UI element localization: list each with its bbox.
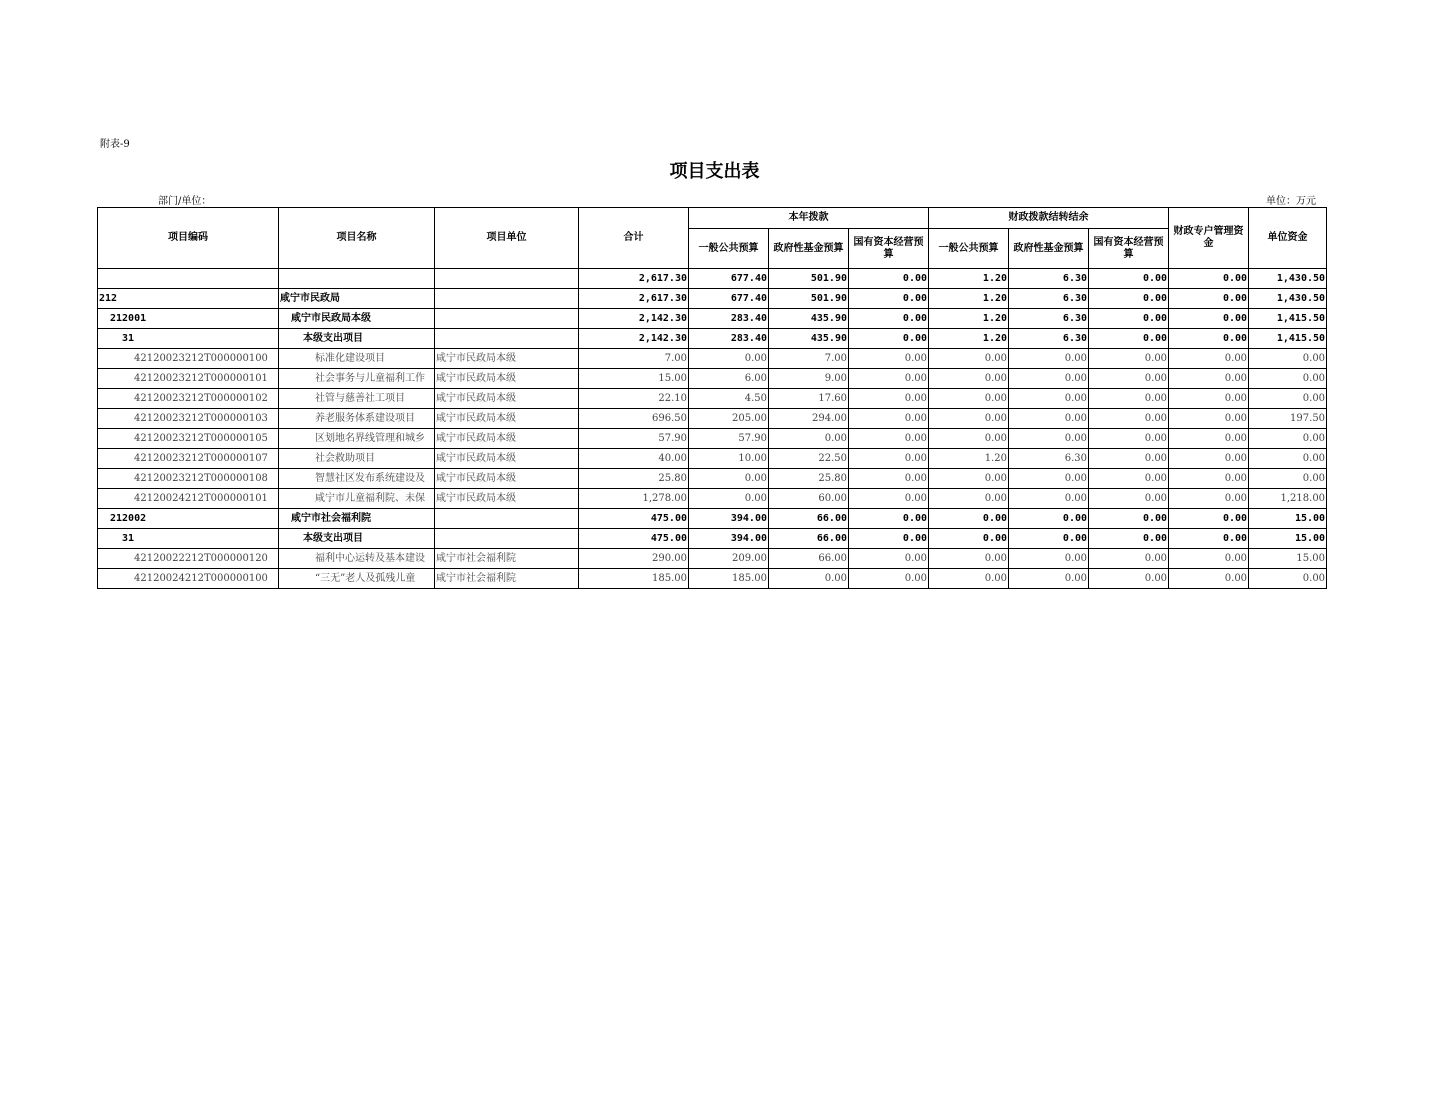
attachment-note: 附表-9 — [100, 139, 130, 150]
cell-carry-fund-budget: 0.00 — [1009, 489, 1089, 509]
cell-carry-general-budget: 0.00 — [929, 569, 1009, 589]
cell-name: 智慧社区发布系统建设及 — [279, 469, 435, 489]
cell-total: 2,617.30 — [579, 289, 689, 309]
cell-code: 42120024212T000000100 — [98, 569, 279, 589]
table-row — [98, 469, 1327, 489]
table-row — [98, 369, 1327, 389]
cell-general-budget: 0.00 — [689, 469, 769, 489]
header-special-account: 财政专户管理资金 — [1169, 208, 1249, 269]
cell-total: 1,278.00 — [579, 489, 689, 509]
cell-name: 社会救助项目 — [279, 449, 435, 469]
cell-total: 15.00 — [579, 369, 689, 389]
unit-label: 单位：万元 — [1266, 196, 1316, 207]
header-current-year-allocation: 本年拨款 — [689, 208, 929, 229]
cell-general-budget: 6.00 — [689, 369, 769, 389]
cell-total: 290.00 — [579, 549, 689, 569]
cell-carry-fund-budget: 6.30 — [1009, 329, 1089, 349]
cell-org: 咸宁市民政局本级 — [435, 449, 579, 469]
cell-unit-fund: 0.00 — [1249, 469, 1327, 489]
table-row — [98, 429, 1327, 449]
cell-carry-fund-budget: 0.00 — [1009, 349, 1089, 369]
table-row — [98, 509, 1327, 529]
cell-state-capital-budget: 0.00 — [849, 489, 929, 509]
cell-general-budget: 283.40 — [689, 329, 769, 349]
cell-carry-state-capital-budget: 0.00 — [1089, 489, 1169, 509]
table-row — [98, 329, 1327, 349]
cell-carry-state-capital-budget: 0.00 — [1089, 329, 1169, 349]
cell-state-capital-budget: 0.00 — [849, 469, 929, 489]
department-label: 部门/单位： — [158, 196, 212, 207]
cell-org: 咸宁市民政局本级 — [435, 409, 579, 429]
cell-unit-fund: 1,218.00 — [1249, 489, 1327, 509]
table-row — [98, 489, 1327, 509]
cell-unit-fund: 197.50 — [1249, 409, 1327, 429]
cell-total: 22.10 — [579, 389, 689, 409]
cell-special-account: 0.00 — [1169, 349, 1249, 369]
cell-name: 本级支出项目 — [279, 529, 435, 549]
cell-carry-general-budget: 1.20 — [929, 449, 1009, 469]
cell-general-budget: 283.40 — [689, 309, 769, 329]
page-title: 项目支出表 — [669, 161, 760, 182]
cell-special-account: 0.00 — [1169, 269, 1249, 289]
cell-special-account: 0.00 — [1169, 389, 1249, 409]
table-row — [98, 409, 1327, 429]
cell-state-capital-budget: 0.00 — [849, 429, 929, 449]
cell-carry-state-capital-budget: 0.00 — [1089, 469, 1169, 489]
cell-carry-fund-budget: 6.30 — [1009, 269, 1089, 289]
cell-state-capital-budget: 0.00 — [849, 289, 929, 309]
cell-special-account: 0.00 — [1169, 289, 1249, 309]
cell-general-budget: 209.00 — [689, 549, 769, 569]
table-row — [98, 349, 1327, 369]
cell-fund-budget: 0.00 — [769, 569, 849, 589]
cell-carry-state-capital-budget: 0.00 — [1089, 309, 1169, 329]
cell-name: 咸宁市社会福利院 — [279, 509, 435, 529]
cell-unit-fund: 1,415.50 — [1249, 329, 1327, 349]
header-fund-budget: 政府性基金预算 — [769, 229, 849, 269]
cell-code: 42120023212T000000101 — [98, 369, 279, 389]
cell-carry-fund-budget: 6.30 — [1009, 449, 1089, 469]
cell-carry-fund-budget: 0.00 — [1009, 409, 1089, 429]
cell-carry-general-budget: 0.00 — [929, 389, 1009, 409]
cell-general-budget: 394.00 — [689, 509, 769, 529]
cell-special-account: 0.00 — [1169, 429, 1249, 449]
cell-carry-fund-budget: 0.00 — [1009, 549, 1089, 569]
cell-state-capital-budget: 0.00 — [849, 549, 929, 569]
header-general-budget: 一般公共预算 — [689, 229, 769, 269]
cell-code: 212 — [98, 289, 279, 309]
cell-general-budget: 57.90 — [689, 429, 769, 449]
cell-general-budget: 677.40 — [689, 289, 769, 309]
cell-state-capital-budget: 0.00 — [849, 569, 929, 589]
cell-fund-budget: 60.00 — [769, 489, 849, 509]
cell-fund-budget: 7.00 — [769, 349, 849, 369]
cell-fund-budget: 66.00 — [769, 529, 849, 549]
cell-code — [98, 269, 279, 289]
cell-fund-budget: 22.50 — [769, 449, 849, 469]
cell-org: 咸宁市社会福利院 — [435, 569, 579, 589]
cell-carry-state-capital-budget: 0.00 — [1089, 409, 1169, 429]
cell-special-account: 0.00 — [1169, 329, 1249, 349]
cell-special-account: 0.00 — [1169, 409, 1249, 429]
cell-state-capital-budget: 0.00 — [849, 509, 929, 529]
cell-carry-fund-budget: 0.00 — [1009, 369, 1089, 389]
cell-unit-fund: 0.00 — [1249, 369, 1327, 389]
cell-fund-budget: 294.00 — [769, 409, 849, 429]
cell-code: 42120023212T000000108 — [98, 469, 279, 489]
header-org: 项目单位 — [435, 208, 579, 269]
cell-total: 696.50 — [579, 409, 689, 429]
cell-total: 40.00 — [579, 449, 689, 469]
cell-carry-state-capital-budget: 0.00 — [1089, 369, 1169, 389]
cell-total: 185.00 — [579, 569, 689, 589]
cell-name — [279, 269, 435, 289]
cell-carry-general-budget: 0.00 — [929, 409, 1009, 429]
cell-carry-fund-budget: 0.00 — [1009, 529, 1089, 549]
cell-state-capital-budget: 0.00 — [849, 389, 929, 409]
cell-org: 咸宁市民政局本级 — [435, 489, 579, 509]
table-row — [98, 569, 1327, 589]
cell-special-account: 0.00 — [1169, 509, 1249, 529]
cell-carry-state-capital-budget: 0.00 — [1089, 449, 1169, 469]
cell-name: 咸宁市儿童福利院、未保 — [279, 489, 435, 509]
cell-carry-general-budget: 0.00 — [929, 429, 1009, 449]
cell-code: 31 — [98, 529, 279, 549]
cell-fund-budget: 501.90 — [769, 289, 849, 309]
cell-carry-general-budget: 0.00 — [929, 349, 1009, 369]
cell-unit-fund: 0.00 — [1249, 449, 1327, 469]
cell-fund-budget: 435.90 — [769, 329, 849, 349]
cell-code: 42120023212T000000103 — [98, 409, 279, 429]
cell-general-budget: 677.40 — [689, 269, 769, 289]
cell-org: 咸宁市民政局本级 — [435, 469, 579, 489]
cell-special-account: 0.00 — [1169, 449, 1249, 469]
cell-fund-budget: 66.00 — [769, 509, 849, 529]
table-row — [98, 389, 1327, 409]
cell-total: 2,617.30 — [579, 269, 689, 289]
cell-code: 42120023212T000000107 — [98, 449, 279, 469]
cell-unit-fund: 15.00 — [1249, 509, 1327, 529]
cell-fund-budget: 501.90 — [769, 269, 849, 289]
cell-special-account: 0.00 — [1169, 309, 1249, 329]
cell-carry-state-capital-budget: 0.00 — [1089, 429, 1169, 449]
cell-carry-fund-budget: 0.00 — [1009, 509, 1089, 529]
cell-code: 212002 — [98, 509, 279, 529]
header-name: 项目名称 — [279, 208, 435, 269]
cell-general-budget: 0.00 — [689, 489, 769, 509]
cell-total: 2,142.30 — [579, 329, 689, 349]
cell-carry-state-capital-budget: 0.00 — [1089, 289, 1169, 309]
cell-code: 42120023212T000000105 — [98, 429, 279, 449]
cell-carry-fund-budget: 6.30 — [1009, 309, 1089, 329]
cell-carry-fund-budget: 0.00 — [1009, 389, 1089, 409]
cell-carry-general-budget: 0.00 — [929, 469, 1009, 489]
cell-carry-general-budget: 0.00 — [929, 549, 1009, 569]
cell-org: 咸宁市民政局本级 — [435, 429, 579, 449]
cell-carry-state-capital-budget: 0.00 — [1089, 509, 1169, 529]
cell-state-capital-budget: 0.00 — [849, 409, 929, 429]
cell-total: 25.80 — [579, 469, 689, 489]
cell-name: 社会事务与儿童福利工作 — [279, 369, 435, 389]
cell-org — [435, 289, 579, 309]
cell-special-account: 0.00 — [1169, 369, 1249, 389]
cell-carry-state-capital-budget: 0.00 — [1089, 569, 1169, 589]
cell-carry-general-budget: 1.20 — [929, 309, 1009, 329]
cell-general-budget: 10.00 — [689, 449, 769, 469]
cell-state-capital-budget: 0.00 — [849, 449, 929, 469]
cell-carry-general-budget: 0.00 — [929, 509, 1009, 529]
cell-total: 475.00 — [579, 529, 689, 549]
cell-carry-general-budget: 0.00 — [929, 489, 1009, 509]
cell-unit-fund: 0.00 — [1249, 429, 1327, 449]
cell-org: 咸宁市民政局本级 — [435, 389, 579, 409]
cell-carry-fund-budget: 0.00 — [1009, 569, 1089, 589]
cell-fund-budget: 9.00 — [769, 369, 849, 389]
cell-general-budget: 185.00 — [689, 569, 769, 589]
cell-fund-budget: 0.00 — [769, 429, 849, 449]
header-carry-fund-budget: 政府性基金预算 — [1009, 229, 1089, 269]
cell-general-budget: 394.00 — [689, 529, 769, 549]
cell-name: 区划地名界线管理和城乡 — [279, 429, 435, 449]
cell-carry-fund-budget: 0.00 — [1009, 469, 1089, 489]
cell-special-account: 0.00 — [1169, 569, 1249, 589]
cell-unit-fund: 0.00 — [1249, 389, 1327, 409]
cell-unit-fund: 1,430.50 — [1249, 289, 1327, 309]
cell-unit-fund: 15.00 — [1249, 549, 1327, 569]
cell-carry-state-capital-budget: 0.00 — [1089, 529, 1169, 549]
cell-carry-general-budget: 1.20 — [929, 329, 1009, 349]
cell-code: 42120023212T000000100 — [98, 349, 279, 369]
cell-name: 福利中心运转及基本建设 — [279, 549, 435, 569]
cell-name: 标准化建设项目 — [279, 349, 435, 369]
cell-name: 咸宁市民政局本级 — [279, 309, 435, 329]
cell-carry-state-capital-budget: 0.00 — [1089, 269, 1169, 289]
cell-unit-fund: 1,430.50 — [1249, 269, 1327, 289]
cell-carry-general-budget: 0.00 — [929, 369, 1009, 389]
cell-state-capital-budget: 0.00 — [849, 369, 929, 389]
cell-total: 2,142.30 — [579, 309, 689, 329]
cell-org — [435, 329, 579, 349]
cell-carry-general-budget: 0.00 — [929, 529, 1009, 549]
cell-carry-general-budget: 1.20 — [929, 269, 1009, 289]
cell-carry-state-capital-budget: 0.00 — [1089, 349, 1169, 369]
cell-general-budget: 0.00 — [689, 349, 769, 369]
cell-carry-general-budget: 1.20 — [929, 289, 1009, 309]
cell-state-capital-budget: 0.00 — [849, 529, 929, 549]
cell-org: 咸宁市社会福利院 — [435, 549, 579, 569]
cell-org — [435, 309, 579, 329]
cell-name: 养老服务体系建设项目 — [279, 409, 435, 429]
header-carry-state-capital-budget: 国有资本经营预算 — [1089, 229, 1169, 269]
cell-general-budget: 205.00 — [689, 409, 769, 429]
header-state-capital-budget: 国有资本经营预算 — [849, 229, 929, 269]
cell-code: 42120024212T000000101 — [98, 489, 279, 509]
cell-fund-budget: 25.80 — [769, 469, 849, 489]
cell-code: 42120022212T000000120 — [98, 549, 279, 569]
cell-fund-budget: 66.00 — [769, 549, 849, 569]
cell-code: 31 — [98, 329, 279, 349]
table-row — [98, 309, 1327, 329]
table-row — [98, 289, 1327, 309]
cell-org — [435, 529, 579, 549]
cell-state-capital-budget: 0.00 — [849, 349, 929, 369]
header-unit-fund: 单位资金 — [1249, 208, 1327, 269]
cell-carry-state-capital-budget: 0.00 — [1089, 389, 1169, 409]
cell-org — [435, 509, 579, 529]
table-row — [98, 449, 1327, 469]
cell-special-account: 0.00 — [1169, 469, 1249, 489]
cell-carry-fund-budget: 0.00 — [1009, 429, 1089, 449]
cell-code: 42120023212T000000102 — [98, 389, 279, 409]
cell-name: 本级支出项目 — [279, 329, 435, 349]
header-carryover: 财政拨款结转结余 — [929, 208, 1169, 229]
table-row — [98, 529, 1327, 549]
cell-fund-budget: 17.60 — [769, 389, 849, 409]
cell-org: 咸宁市民政局本级 — [435, 369, 579, 389]
cell-unit-fund: 0.00 — [1249, 569, 1327, 589]
table-row — [98, 269, 1327, 289]
cell-special-account: 0.00 — [1169, 549, 1249, 569]
cell-name: 社管与慈善社工项目 — [279, 389, 435, 409]
cell-code: 212001 — [98, 309, 279, 329]
cell-unit-fund: 0.00 — [1249, 349, 1327, 369]
cell-state-capital-budget: 0.00 — [849, 309, 929, 329]
cell-special-account: 0.00 — [1169, 529, 1249, 549]
cell-unit-fund: 15.00 — [1249, 529, 1327, 549]
cell-state-capital-budget: 0.00 — [849, 329, 929, 349]
cell-total: 7.00 — [579, 349, 689, 369]
cell-total: 57.90 — [579, 429, 689, 449]
cell-unit-fund: 1,415.50 — [1249, 309, 1327, 329]
cell-general-budget: 4.50 — [689, 389, 769, 409]
cell-total: 475.00 — [579, 509, 689, 529]
cell-special-account: 0.00 — [1169, 489, 1249, 509]
header-code: 项目编码 — [98, 208, 279, 269]
cell-fund-budget: 435.90 — [769, 309, 849, 329]
table-row — [98, 549, 1327, 569]
cell-state-capital-budget: 0.00 — [849, 269, 929, 289]
cell-name: 咸宁市民政局 — [279, 289, 435, 309]
cell-org: 咸宁市民政局本级 — [435, 349, 579, 369]
header-carry-general-budget: 一般公共预算 — [929, 229, 1009, 269]
cell-carry-fund-budget: 6.30 — [1009, 289, 1089, 309]
cell-org — [435, 269, 579, 289]
cell-name: “三无”老人及孤残儿童 — [279, 569, 435, 589]
cell-carry-state-capital-budget: 0.00 — [1089, 549, 1169, 569]
header-total: 合计 — [579, 208, 689, 269]
project-expenditure-table — [97, 207, 1327, 589]
